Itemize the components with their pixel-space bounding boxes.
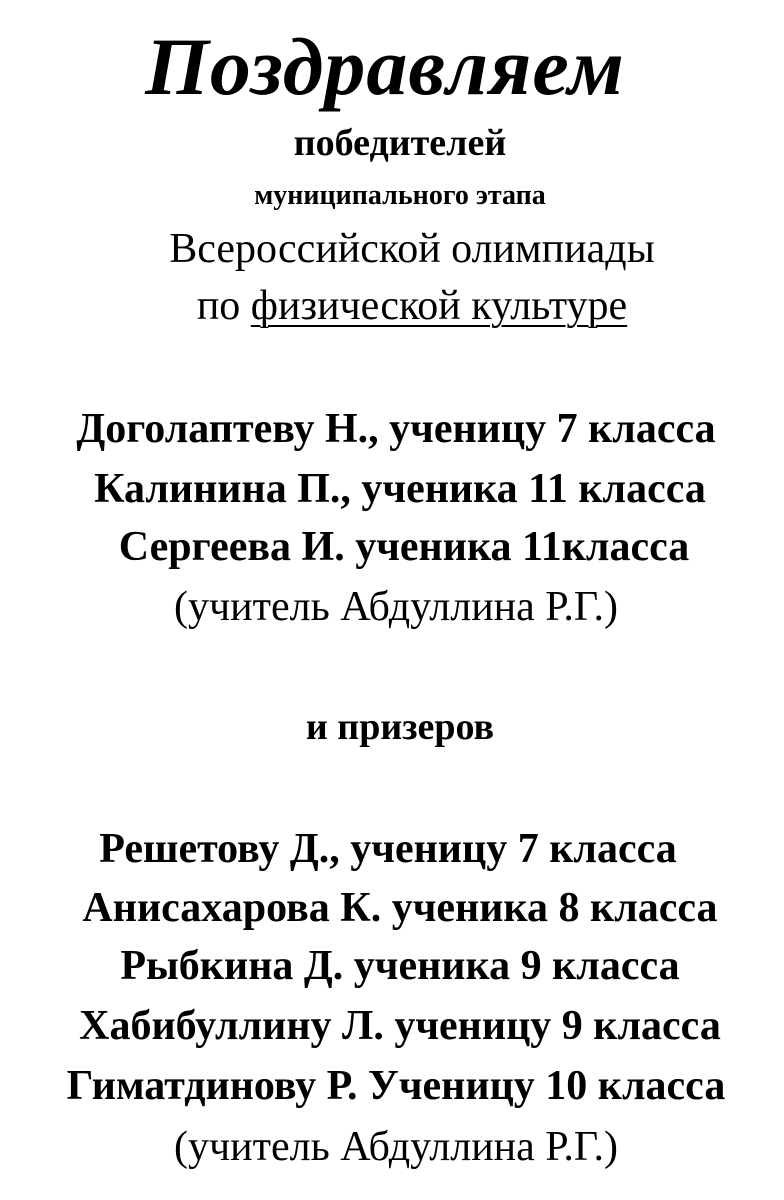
winners-teacher: (учитель Абдуллина Р.Г.) (174, 584, 618, 630)
subtitle-stage: муниципального этапа (254, 180, 546, 211)
prizewinners-separator: и призеров (305, 706, 495, 748)
subtitle-subject (20, 285, 784, 327)
subtitle-olympiad: Всероссийской олимпиады (169, 226, 655, 272)
winner-line: Сергеева И. ученика 11класса (118, 524, 690, 570)
subtitle-subject-prefix: по (196, 283, 251, 329)
prizewinner-line: Рыбкина Д. ученика 9 класса (120, 943, 680, 989)
prizewinner-line: Хабибуллину Л. ученицу 9 класса (79, 1003, 721, 1049)
subtitle-winners: победителей (293, 122, 507, 164)
prizewinner-line: Анисахарова К. ученика 8 класса (82, 885, 718, 931)
page-title: Поздравляем (145, 21, 625, 112)
prizewinner-line: Решетову Д., ученицу 7 класса (99, 826, 677, 872)
winner-line: Доголаптеву Н., ученицу 7 класса (76, 406, 716, 452)
prizewinner-line: Гиматдинову Р. Ученицу 10 класса (66, 1063, 726, 1109)
winner-line: Калинина П., ученика 11 класса (94, 466, 706, 512)
prizewinners-teacher: (учитель Абдуллина Р.Г.) (174, 1124, 618, 1170)
subtitle-subject-underlined: физической культуре (250, 283, 628, 329)
